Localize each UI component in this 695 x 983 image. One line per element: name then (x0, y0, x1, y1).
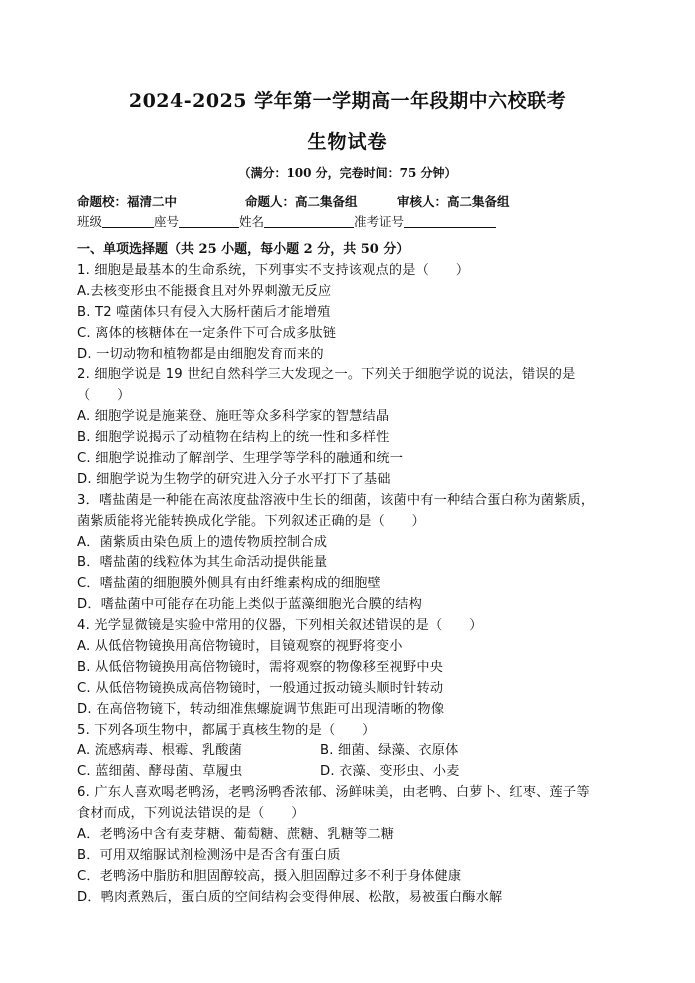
school-label: 命题校：福清二中 (77, 194, 178, 209)
question-option: C. 细胞学说推动了解剖学、生理学等学科的融通和统一 (77, 451, 404, 467)
question-option: B. 从低倍物镜换用高倍物镜时，需将观察的物像移至视野中央 (77, 659, 444, 675)
seat-field[interactable] (179, 214, 239, 228)
student-info (77, 212, 496, 230)
question-stem: 2. 细胞学说是 19 世纪自然科学三大发现之一。下列关于细胞学说的说法，错误的是 (77, 367, 576, 383)
question-option-row (77, 741, 617, 762)
author-label: 命题人：高二集备组 (245, 194, 358, 209)
question-option: D．鸭肉煮熟后，蛋白质的空间结构会变得伸展、松散，易被蛋白酶水解 (77, 889, 503, 905)
question-stem: （ ） (77, 388, 131, 404)
question-stem: 6. 广东人喜欢喝老鸭汤，老鸭汤鸭香浓郁、汤鲜味美，由老鸭、白萝卜、红枣、莲子等 (77, 785, 590, 801)
question-option: C．嗜盐菌的细胞膜外侧具有由纤维素构成的细胞壁 (77, 576, 381, 592)
question-option: B. 细胞学说揭示了动植物在结构上的统一性和多样性 (77, 430, 390, 446)
question-stem: 5. 下列各项生物中，都属于真核生物的是（ ） (77, 722, 376, 738)
question-option: A．老鸭汤中含有麦芽糖、葡萄糖、蔗糖、乳糖等二糖 (77, 827, 395, 843)
question-option: C. 离体的核糖体在一定条件下可合成多肽链 (77, 325, 337, 341)
exam-info: （满分：100 分，完卷时间：75 分钟） (238, 166, 457, 180)
question-option: A．菌紫质由染色质上的遗传物质控制合成 (77, 534, 328, 550)
question-stem: 1. 细胞是最基本的生命系统，下列事实不支持该观点的是（ ） (77, 263, 470, 278)
question-option: C．老鸭汤中脂肪和胆固醇较高，摄入胆固醇过多不利于身体健康 (77, 868, 462, 884)
question-option: D. 细胞学说为生物学的研究进入分子水平打下了基础 (77, 471, 391, 487)
class-label: 班级 (77, 214, 103, 229)
question-option-row (77, 762, 617, 783)
question-option: D. 一切动物和植物都是由细胞发育而来的 (77, 346, 324, 362)
question-stem: 食材而成，下列说法错误的是（ ） (77, 806, 305, 822)
question-option: D. 衣藻、变形虫、小麦 (320, 764, 460, 780)
exam-meta (77, 192, 510, 210)
question-option: A. 细胞学说是施莱登、施旺等众多科学家的智慧结晶 (77, 409, 390, 425)
name-field[interactable] (264, 214, 354, 228)
question-option: D. 在高倍物镜下，转动细准焦螺旋调节焦距可出现清晰的物像 (77, 701, 445, 717)
question-option: A. 流感病毒、根霉、乳酸菌 (77, 743, 243, 759)
question-list (77, 261, 617, 909)
exam-no-label: 准考证号 (354, 214, 405, 229)
reviewer-label: 审核人：高二集备组 (397, 194, 510, 209)
seat-label: 座号 (154, 214, 180, 229)
question-option: D．嗜盐菌中可能存在功能上类似于蓝藻细胞光合膜的结构 (77, 597, 423, 613)
question-option: B．可用双缩脲试剂检测汤中是否含有蛋白质 (77, 847, 341, 863)
question-option: B．嗜盐菌的线粒体为其生命活动提供能量 (77, 555, 328, 571)
question-option: C. 蓝细菌、酵母菌、草履虫 (77, 764, 243, 780)
subject-title: 生物试卷 (307, 131, 388, 153)
question-option: A.去核变形虫不能摄食且对外界刺激无反应 (77, 283, 332, 299)
question-stem: 3．嗜盐菌是一种能在高浓度盐溶液中生长的细菌，该菌中有一种结合蛋白称为菌紫质， (77, 492, 595, 508)
question-option: C. 从低倍物镜换成高倍物镜时，一般通过扳动镜头顺时针转动 (77, 680, 444, 696)
exam-no-field[interactable] (404, 214, 496, 228)
section-title: 一、单项选择题（共 25 小题，每小题 2 分，共 50 分） (77, 242, 410, 257)
exam-title: 2024-2025 学年第一学期高一年段期中六校联考 (128, 90, 567, 112)
question-stem: 菌紫质能将光能转换成化学能。下列叙述正确的是（ ） (77, 513, 426, 529)
question-option: B. T2 噬菌体只有侵入大肠杆菌后才能增殖 (77, 304, 331, 320)
question-stem: 4. 光学显微镜是实验中常用的仪器，下列相关叙述错误的是（ ） (77, 618, 483, 634)
question-option: B. 细菌、绿藻、衣原体 (320, 743, 459, 759)
class-field[interactable] (102, 214, 154, 228)
question-option: A. 从低倍物镜换用高倍物镜时，目镜观察的视野将变小 (77, 639, 403, 655)
name-label: 姓名 (239, 214, 265, 229)
